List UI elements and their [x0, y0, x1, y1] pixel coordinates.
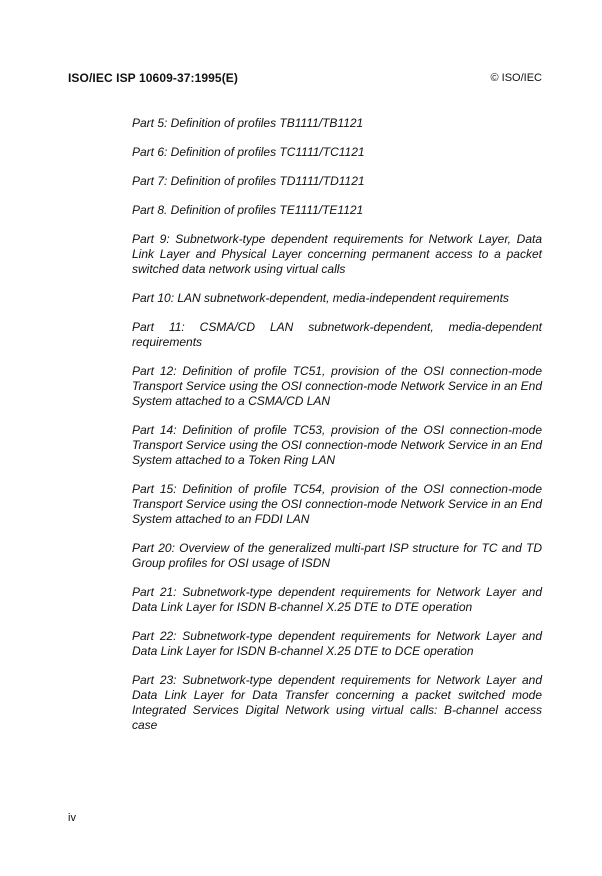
part-20: Part 20: Overview of the generalized multi-part ISP structure for TC and TD Group profiles for OSI usage of ISDN [132, 541, 542, 570]
copyright-notice: © ISO/IEC [490, 72, 542, 84]
part-9: Part 9: Subnetwork-type dependent requirements for Network Layer, Data Link Layer and Physical Layer concerning permanent access to a packet switched data network using virtual calls [132, 232, 542, 276]
page-number: iv [68, 812, 76, 824]
document-identifier: ISO/IEC ISP 10609-37:1995(E) [68, 71, 239, 85]
part-23: Part 23: Subnetwork-type dependent requirements for Network Layer and Data Link Layer for Data Transfer concerning a packet switched mode Integrated Services Digital Network using virtual calls: B-channel access case [132, 673, 542, 732]
part-6: Part 6: Definition of profiles TC1111/TC1121 [132, 145, 365, 159]
part-11: Part 11: CSMA/CD LAN subnetwork-dependent, media-dependent requirements [132, 320, 542, 349]
part-5: Part 5: Definition of profiles TB1111/TB1121 [132, 116, 364, 130]
part-21: Part 21: Subnetwork-type dependent requirements for Network Layer and Data Link Layer for ISDN B-channel X.25 DTE to DTE operation [132, 585, 542, 614]
part-12: Part 12: Definition of profile TC51, provision of the OSI connection-mode Transport Service using the OSI connection-mode Network Service in an End System attached to a CSMA/CD LAN [132, 364, 542, 408]
part-7: Part 7: Definition of profiles TD1111/TD1121 [132, 174, 365, 188]
part-22: Part 22: Subnetwork-type dependent requirements for Network Layer and Data Link Layer for ISDN B-channel X.25 DTE to DCE operation [132, 629, 542, 658]
part-10: Part 10: LAN subnetwork-dependent, media-independent requirements [132, 291, 509, 305]
parts-list [132, 116, 542, 733]
part-8: Part 8. Definition of profiles TE1111/TE1121 [132, 203, 364, 217]
part-14: Part 14: Definition of profile TC53, provision of the OSI connection-mode Transport Service using the OSI connection-mode Network Service in an End System attached to a Token Ring LAN [132, 423, 542, 467]
part-15: Part 15: Definition of profile TC54, provision of the OSI connection-mode Transport Service using the OSI connection-mode Network Service in an End System attached to an FDDI LAN [132, 482, 542, 526]
